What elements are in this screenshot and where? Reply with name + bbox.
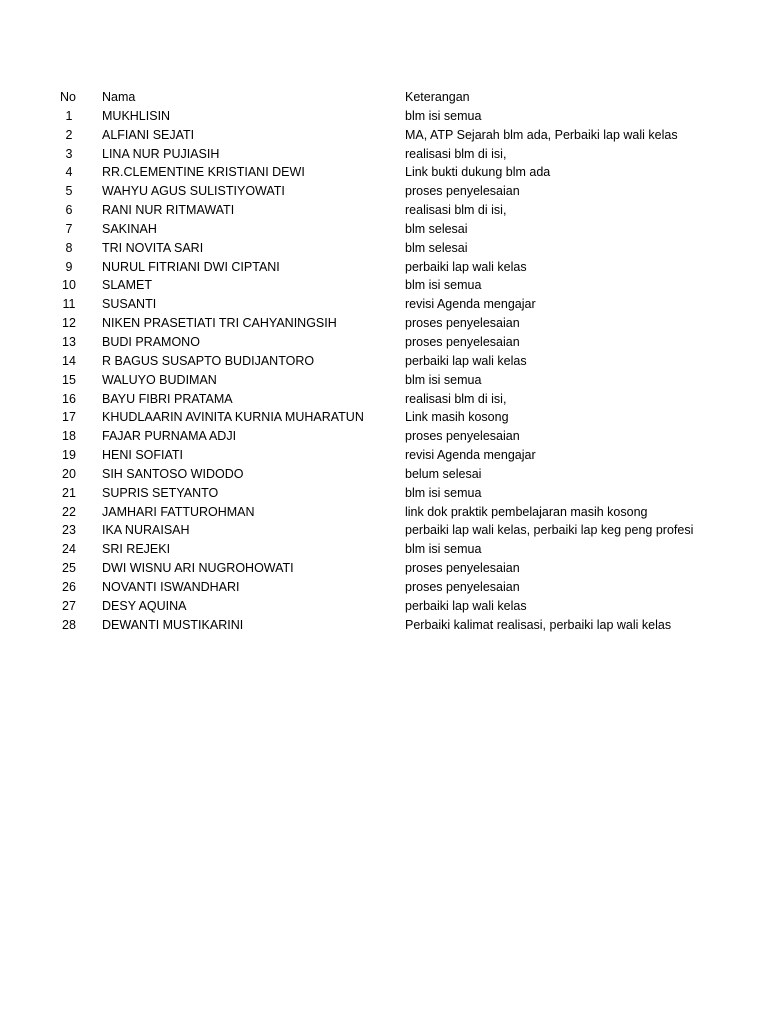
- row-keterangan: perbaiki lap wali kelas: [405, 598, 527, 613]
- row-no: 5: [65, 184, 73, 199]
- row-keterangan: belum selesai: [405, 466, 482, 481]
- table-row: [0, 126, 768, 145]
- row-no: 12: [62, 316, 76, 331]
- table-body: [0, 107, 768, 635]
- row-no: 17: [62, 410, 76, 425]
- row-keterangan: blm isi semua: [405, 485, 482, 500]
- row-nama: BUDI PRAMONO: [102, 334, 200, 349]
- table-row: [0, 371, 768, 390]
- row-keterangan: blm selesai: [405, 221, 468, 236]
- table-row: [0, 465, 768, 484]
- row-keterangan: proses penyelesaian: [405, 184, 520, 199]
- row-no: 18: [62, 429, 76, 444]
- row-no: 22: [62, 504, 76, 519]
- row-no: 4: [65, 165, 73, 180]
- row-no: 26: [62, 579, 76, 594]
- row-nama: RR.CLEMENTINE KRISTIANI DEWI: [102, 165, 305, 180]
- table-row: [0, 182, 768, 201]
- row-keterangan: link dok praktik pembelajaran masih kosong: [405, 504, 648, 519]
- row-keterangan: Link masih kosong: [405, 410, 509, 425]
- row-nama: IKA NURAISAH: [102, 523, 190, 538]
- row-keterangan: blm isi semua: [405, 108, 482, 123]
- row-keterangan: Perbaiki kalimat realisasi, perbaiki lap wali kelas: [405, 617, 672, 632]
- row-no: 13: [62, 334, 76, 349]
- row-no: 16: [62, 391, 76, 406]
- row-nama: NOVANTI ISWANDHARI: [102, 579, 240, 594]
- row-no: 8: [65, 240, 73, 255]
- document-table: [0, 88, 768, 634]
- row-keterangan: blm selesai: [405, 240, 468, 255]
- row-nama: SIH SANTOSO WIDODO: [102, 466, 244, 481]
- row-no: 6: [65, 203, 73, 218]
- table-row: [0, 107, 768, 126]
- table-row: [0, 352, 768, 371]
- table-row: [0, 597, 768, 616]
- table-row: [0, 446, 768, 465]
- row-keterangan: proses penyelesaian: [405, 429, 520, 444]
- row-nama: SRI REJEKI: [102, 542, 171, 557]
- row-nama: LINA NUR PUJIASIH: [102, 146, 220, 161]
- row-nama: DWI WISNU ARI NUGROHOWATI: [102, 561, 294, 576]
- row-keterangan: proses penyelesaian: [405, 334, 520, 349]
- row-no: 24: [62, 542, 76, 557]
- row-no: 21: [62, 485, 76, 500]
- table-row: [0, 408, 768, 427]
- row-nama: RANI NUR RITMAWATI: [102, 203, 235, 218]
- row-keterangan: perbaiki lap wali kelas: [405, 259, 527, 274]
- table-row: [0, 295, 768, 314]
- row-keterangan: MA, ATP Sejarah blm ada, Perbaiki lap wali kelas: [405, 127, 678, 142]
- row-keterangan: perbaiki lap wali kelas: [405, 353, 527, 368]
- row-no: 1: [65, 108, 73, 123]
- row-keterangan: realisasi blm di isi,: [405, 391, 507, 406]
- header-nama: Nama: [102, 90, 136, 104]
- table-row: [0, 276, 768, 295]
- row-nama: DESY AQUINA: [102, 598, 187, 613]
- row-nama: R BAGUS SUSAPTO BUDIJANTORO: [102, 353, 315, 368]
- table-row: [0, 540, 768, 559]
- row-nama: ALFIANI SEJATI: [102, 127, 195, 142]
- row-nama: NIKEN PRASETIATI TRI CAHYANINGSIH: [102, 316, 337, 331]
- row-nama: NURUL FITRIANI DWI CIPTANI: [102, 259, 280, 274]
- table-row: [0, 220, 768, 239]
- row-nama: FAJAR PURNAMA ADJI: [102, 429, 237, 444]
- row-keterangan: proses penyelesaian: [405, 579, 520, 594]
- table-row: [0, 314, 768, 333]
- table-row: [0, 503, 768, 522]
- row-keterangan: proses penyelesaian: [405, 316, 520, 331]
- row-nama: SLAMET: [102, 278, 153, 293]
- row-nama: HENI SOFIATI: [102, 448, 184, 463]
- row-keterangan: realisasi blm di isi,: [405, 146, 507, 161]
- row-no: 15: [62, 372, 76, 387]
- row-keterangan: blm isi semua: [405, 372, 482, 387]
- row-keterangan: proses penyelesaian: [405, 561, 520, 576]
- row-no: 23: [62, 523, 76, 538]
- table-row: [0, 390, 768, 409]
- table-row: [0, 333, 768, 352]
- row-no: 25: [62, 561, 76, 576]
- row-nama: MUKHLISIN: [102, 108, 171, 123]
- row-keterangan: Link bukti dukung blm ada: [405, 165, 551, 180]
- table-row: [0, 616, 768, 635]
- row-nama: TRI NOVITA SARI: [102, 240, 204, 255]
- row-no: 14: [62, 353, 76, 368]
- row-nama: SUPRIS SETYANTO: [102, 485, 219, 500]
- row-no: 3: [65, 146, 73, 161]
- table-row: [0, 201, 768, 220]
- row-keterangan: blm isi semua: [405, 278, 482, 293]
- row-no: 20: [62, 466, 76, 481]
- table-row: [0, 559, 768, 578]
- header-keterangan: Keterangan: [405, 90, 470, 104]
- row-nama: BAYU FIBRI PRATAMA: [102, 391, 233, 406]
- row-keterangan: revisi Agenda mengajar: [405, 297, 536, 312]
- row-nama: KHUDLAARIN AVINITA KURNIA MUHARATUN: [102, 410, 364, 425]
- table-row: [0, 484, 768, 503]
- table-row: [0, 427, 768, 446]
- row-no: 28: [62, 617, 76, 632]
- table-row: [0, 578, 768, 597]
- row-nama: SUSANTI: [102, 297, 157, 312]
- row-nama: WALUYO BUDIMAN: [102, 372, 217, 387]
- row-no: 19: [62, 448, 76, 463]
- row-no: 2: [65, 127, 73, 142]
- row-no: 7: [65, 221, 73, 236]
- table-row: [0, 258, 768, 277]
- table-row: [0, 521, 768, 540]
- table-row: [0, 163, 768, 182]
- table-row: [0, 239, 768, 258]
- row-no: 9: [65, 259, 73, 274]
- row-nama: JAMHARI FATTUROHMAN: [102, 504, 255, 519]
- row-no: 10: [62, 278, 76, 293]
- row-keterangan: perbaiki lap wali kelas, perbaiki lap keg peng profesi: [405, 523, 694, 538]
- header-no: No: [60, 90, 76, 104]
- row-keterangan: revisi Agenda mengajar: [405, 448, 536, 463]
- table-header-row: [0, 88, 768, 107]
- table-row: [0, 145, 768, 164]
- row-nama: DEWANTI MUSTIKARINI: [102, 617, 244, 632]
- row-no: 27: [62, 598, 76, 613]
- row-nama: WAHYU AGUS SULISTIYOWATI: [102, 184, 285, 199]
- row-nama: SAKINAH: [102, 221, 157, 236]
- row-keterangan: blm isi semua: [405, 542, 482, 557]
- row-keterangan: realisasi blm di isi,: [405, 203, 507, 218]
- row-no: 11: [62, 297, 76, 312]
